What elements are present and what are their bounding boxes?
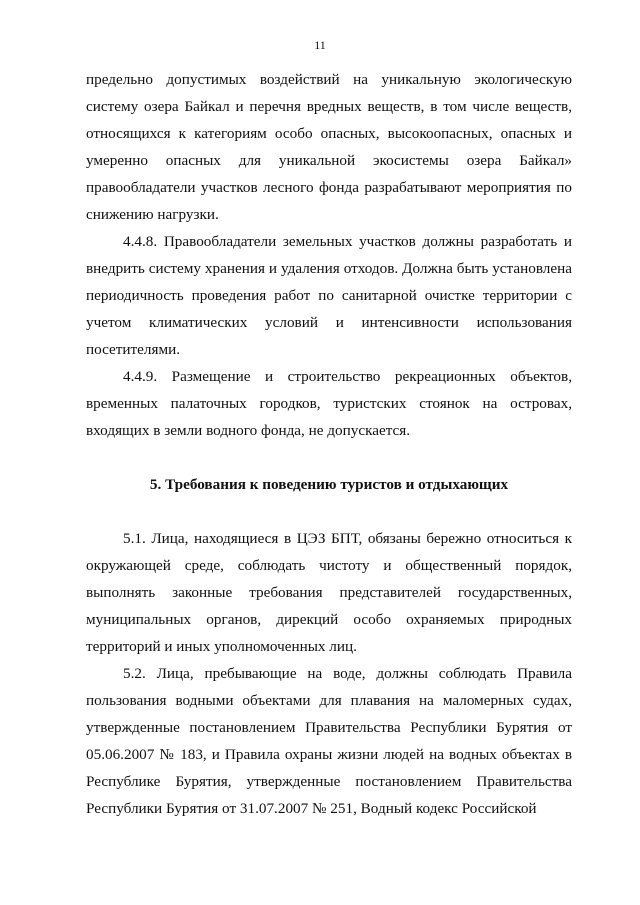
paragraph-5-1: 5.1. Лица, находящиеся в ЦЭЗ БПТ, обязаны бережно относиться к окружающей среде, соблюдать чистоту и общественный порядок, выполнять законные требования представителей государственных, муниципальных органов, дирекций особо охраняемых природных территорий и иных уполномоченных лиц. <box>86 530 572 655</box>
spacer <box>86 498 572 525</box>
paragraph-4-4-8: 4.4.8. Правообладатели земельных участков должны разработать и внедрить систему хранения и удаления отходов. Должна быть установлена периодичность проведения работ по санитарной очистке территории с учетом климатических условий и интенсивности использования посетителями. <box>86 233 572 358</box>
page-number: 11 <box>314 38 326 52</box>
section-heading: 5. Требования к поведению туристов и отдыхающих <box>149 476 509 493</box>
paragraph-5-2: 5.2. Лица, пребывающие на воде, должны соблюдать Правила пользования водными объектами для плавания на маломерных судах, утвержденные постановлением Правительства Республики Бурятия от 05.06.2007 № 183, и Правила охраны жизни людей на водных объектах в Республике Бурятия, утвержденные постановлением Правительства Республики Бурятия от 31.07.2007 № 251, Водный кодекс Российской <box>86 665 572 817</box>
paragraph-4-4-9: 4.4.9. Размещение и строительство рекреационных объектов, временных палаточных городков, туристских стоянок на островах, входящих в земли водного фонда, не допускается. <box>86 368 572 439</box>
document-body <box>86 66 572 822</box>
spacer <box>86 444 572 471</box>
paragraph-continuation: предельно допустимых воздействий на уникальную экологическую систему озера Байкал и перечня вредных веществ, в том числе веществ, относящихся к категориям особо опасных, высокоопасных, опасных и умеренно опасных для уникальной экосистемы озера Байкал» правообладатели участков лесного фонда разрабатывают мероприятия по снижению нагрузки. <box>86 71 572 223</box>
